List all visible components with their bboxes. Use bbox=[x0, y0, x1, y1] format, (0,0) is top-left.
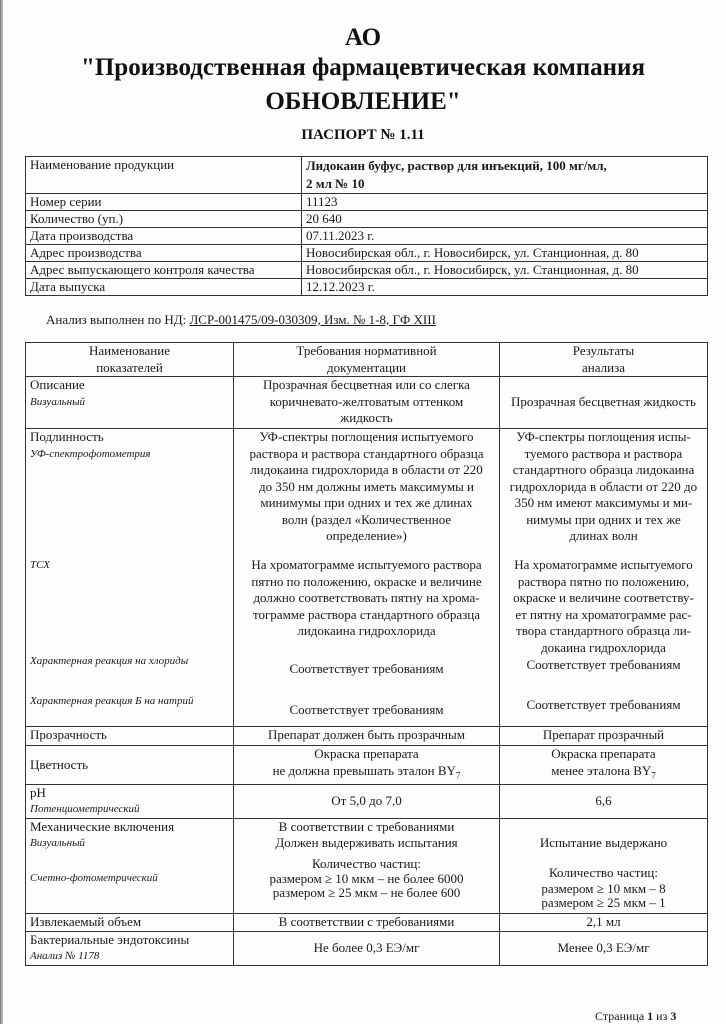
req-line: волн (раздел «Количественное bbox=[281, 511, 452, 527]
header-indicator bbox=[26, 343, 234, 377]
method-sodium: Характерная реакция Б на натрий bbox=[30, 695, 194, 707]
result-line bbox=[504, 763, 703, 784]
analysis-basis bbox=[46, 312, 436, 328]
product-name-line2: 2 мл № 10 bbox=[306, 176, 365, 191]
indicator-transparency: Прозрачность bbox=[26, 727, 234, 746]
table-row bbox=[26, 211, 708, 228]
label-release-date: Дата выпуска bbox=[26, 279, 302, 296]
req-sodium: Соответствует требованиям bbox=[289, 702, 444, 717]
requirement-description bbox=[234, 377, 500, 429]
result-transparency: Препарат прозрачный bbox=[500, 727, 708, 746]
result-identity bbox=[500, 429, 708, 727]
result-line: докаина гидрохлорида bbox=[541, 639, 666, 655]
header-results-line1: Результаты bbox=[572, 343, 635, 358]
value-release-date: 12.12.2023 г. bbox=[302, 279, 708, 296]
table-row-identity bbox=[26, 429, 708, 727]
req-line: УФ-спектры поглощения испытуемого bbox=[259, 429, 474, 444]
req-line: размером ≥ 25 мкм – не более 600 bbox=[272, 885, 461, 901]
header-results-line2: анализа bbox=[582, 359, 625, 375]
indicator-color: Цветность bbox=[26, 746, 234, 785]
indicator-name: Подлинность bbox=[30, 429, 104, 444]
result-color bbox=[500, 746, 708, 785]
table-row bbox=[26, 157, 708, 194]
page-separator: из bbox=[653, 1009, 671, 1023]
table-row bbox=[26, 279, 708, 296]
result-sodium: Соответствует требованиям bbox=[526, 697, 681, 712]
label-production-date: Дата производства bbox=[26, 228, 302, 245]
result-chlorides: Соответствует требованиям bbox=[526, 657, 681, 672]
table-row bbox=[26, 228, 708, 245]
result-subscript: 7 bbox=[651, 770, 656, 781]
passport-number: ПАСПОРТ № 1.11 bbox=[301, 127, 425, 143]
result-line: На хроматограмме испытуемого bbox=[514, 557, 693, 572]
req-line bbox=[238, 763, 495, 784]
header-requirements-line1: Требования нормативной bbox=[296, 343, 437, 358]
indicator-name: Описание bbox=[30, 377, 85, 392]
requirement-ph: От 5,0 до 7,0 bbox=[234, 784, 500, 818]
result-line: окраске и величине соответству- bbox=[513, 590, 694, 605]
method-uv: УФ-спектрофотометрия bbox=[30, 447, 151, 460]
page-number bbox=[595, 1009, 676, 1024]
result-line: нимумы при одних и тех же bbox=[526, 511, 681, 527]
req-chlorides: Соответствует требованиям bbox=[289, 661, 444, 676]
req-line: Должен выдерживать испытания bbox=[275, 835, 458, 851]
company-name-line1: "Производственная фармацевтическая компания bbox=[80, 54, 645, 81]
req-line: лидокаина гидрохлорида в области от 220 bbox=[250, 462, 483, 477]
indicator-volume: Извлекаемый объем bbox=[26, 913, 234, 931]
result-line: Количество частиц: bbox=[549, 865, 658, 881]
indicator-description bbox=[26, 377, 234, 429]
req-uv bbox=[238, 429, 495, 545]
value-batch-number: 11123 bbox=[302, 194, 708, 211]
value-production-address: Новосибирская обл., г. Новосибирск, ул. Станционная, д. 80 bbox=[302, 245, 708, 262]
req-line: На хроматограмме испытуемого раствора bbox=[251, 557, 482, 572]
scan-edge bbox=[0, 0, 3, 1024]
table-row bbox=[26, 245, 708, 262]
req-subscript: 7 bbox=[455, 770, 461, 781]
requirement-color bbox=[234, 746, 500, 785]
org-type: АО bbox=[344, 24, 382, 51]
indicator-endotoxins bbox=[26, 931, 234, 965]
result-volume: 2,1 мл bbox=[500, 913, 708, 931]
label-production-address: Адрес производства bbox=[26, 245, 302, 262]
result-mechanical bbox=[500, 818, 708, 913]
page-total: 3 bbox=[670, 1009, 677, 1023]
indicator-name: Механические включения bbox=[30, 818, 175, 834]
label-qc-address: Адрес выпускающего контроля качества bbox=[26, 262, 302, 279]
header-requirements-line2: документации bbox=[326, 359, 406, 375]
req-line: тограмме раствора стандартного образца bbox=[252, 606, 481, 622]
requirement-mechanical bbox=[234, 818, 500, 913]
req-line: должно соответствовать пятну на хрома- bbox=[253, 590, 480, 605]
table-row bbox=[26, 262, 708, 279]
label-batch-number: Номер серии bbox=[26, 194, 302, 211]
indicator-identity bbox=[26, 429, 234, 727]
indicator-name: Бактериальные эндотоксины bbox=[30, 931, 190, 947]
page-prefix: Страница bbox=[595, 1009, 648, 1023]
req-line: Количество частиц: bbox=[312, 855, 421, 871]
result-ph: 6,6 bbox=[500, 784, 708, 818]
indicator-name: pH bbox=[30, 784, 46, 800]
requirement-volume: В соответствии с требованиями bbox=[234, 913, 500, 931]
table-row-color bbox=[26, 746, 708, 785]
table-row-mechanical bbox=[26, 818, 708, 913]
indicator-method: Визуальный bbox=[30, 395, 86, 408]
header-indicator-line2: показателей bbox=[96, 359, 163, 375]
header-indicator-line1: Наименование bbox=[89, 343, 170, 358]
result-line: гидрохлорида в области от 220 до bbox=[509, 478, 698, 494]
analysis-results-table bbox=[25, 342, 708, 966]
req-line: раствора и раствора стандартного образца bbox=[249, 445, 484, 461]
indicator-method-photometric: Счетно-фотометрический bbox=[30, 871, 158, 884]
result-line: размером ≥ 25 мкм – 1 bbox=[541, 894, 666, 910]
company-name-line2: ОБНОВЛЕНИЕ" bbox=[265, 88, 461, 115]
result-line: туемого раствора и раствора bbox=[524, 445, 683, 461]
req-text: не должна превышать эталон BY bbox=[272, 762, 456, 778]
req-line: размером ≥ 10 мкм – не более 6000 bbox=[269, 871, 464, 887]
indicator-method-visual: Визуальный bbox=[30, 837, 86, 850]
result-line: твора стандартного образца ли- bbox=[516, 623, 691, 638]
req-line: минимумы при одних и тех же длинах bbox=[260, 495, 473, 510]
result-line: Окраска препарата bbox=[551, 746, 656, 761]
indicator-mechanical bbox=[26, 818, 234, 913]
result-line: раствора пятно по положению, bbox=[517, 573, 690, 589]
table-header-row bbox=[26, 343, 708, 377]
table-row-endotoxins bbox=[26, 931, 708, 965]
indicator-method: Потенциометрический bbox=[30, 803, 140, 816]
method-chlorides: Характерная реакция на хлориды bbox=[30, 655, 189, 667]
table-row-description bbox=[26, 377, 708, 429]
result-tlc bbox=[500, 557, 707, 656]
page-current: 1 bbox=[647, 1009, 654, 1023]
result-line: 350 нм имеют максимумы и ми- bbox=[514, 495, 693, 510]
req-line: до 350 нм должны иметь максимумы и bbox=[258, 478, 475, 494]
req-line: пятно по положению, окраске и величине bbox=[251, 573, 482, 589]
table-row bbox=[26, 194, 708, 211]
result-line: ет пятну на хроматограмме рас- bbox=[515, 606, 692, 622]
table-row-volume bbox=[26, 913, 708, 931]
result-description: Прозрачная бесцветная жидкость bbox=[500, 377, 708, 429]
value-quantity: 20 640 bbox=[302, 211, 708, 228]
req-line: лидокаина гидрохлорида bbox=[297, 623, 436, 638]
method-tlc: ТСХ bbox=[30, 559, 51, 571]
req-line: коричневато-желтоватым оттенком bbox=[269, 393, 464, 409]
req-line: определение») bbox=[326, 528, 407, 543]
product-info-table bbox=[25, 156, 708, 296]
value-qc-address: Новосибирская обл., г. Новосибирск, ул. Станционная, д. 80 bbox=[302, 262, 708, 279]
value-product-name bbox=[302, 157, 708, 194]
header-results bbox=[500, 343, 708, 377]
result-line: стандартного образца лидокаина bbox=[512, 462, 695, 477]
result-line: длинах волн bbox=[569, 528, 638, 543]
product-name-line1: Лидокаин буфус, раствор для инъекций, 100 мг/мл, bbox=[306, 158, 607, 173]
result-endotoxins: Менее 0,3 ЕЭ/мг bbox=[500, 931, 708, 965]
req-tlc bbox=[234, 557, 499, 640]
result-line: УФ-спектры поглощения испы- bbox=[516, 429, 691, 444]
result-line: размером ≥ 10 мкм – 8 bbox=[541, 880, 666, 896]
indicator-ph bbox=[26, 784, 234, 818]
analysis-basis-prefix: Анализ выполнен по НД: bbox=[46, 312, 190, 327]
requirement-identity bbox=[234, 429, 500, 727]
requirement-transparency: Препарат должен быть прозрачным bbox=[234, 727, 500, 746]
req-line: жидкость bbox=[340, 410, 393, 425]
header-requirements bbox=[234, 343, 500, 377]
req-line: Окраска препарата bbox=[314, 746, 419, 761]
requirement-endotoxins: Не более 0,3 ЕЭ/мг bbox=[234, 931, 500, 965]
value-production-date: 07.11.2023 г. bbox=[302, 228, 708, 245]
table-row-transparency bbox=[26, 727, 708, 746]
req-line: В соответствии с требованиями bbox=[278, 818, 455, 834]
result-uv bbox=[504, 429, 703, 545]
result-line: Испытание выдержано bbox=[539, 834, 668, 850]
analysis-basis-reference: ЛСР-001475/09-030309, Изм. № 1-8, ГФ XIII bbox=[189, 312, 436, 327]
label-quantity: Количество (уп.) bbox=[26, 211, 302, 228]
req-line: Прозрачная бесцветная или со слегка bbox=[263, 377, 470, 392]
result-text: менее эталона BY bbox=[551, 762, 652, 778]
table-row-ph bbox=[26, 784, 708, 818]
indicator-method: Анализ № 1178 bbox=[30, 950, 100, 963]
label-product-name: Наименование продукции bbox=[26, 157, 302, 194]
